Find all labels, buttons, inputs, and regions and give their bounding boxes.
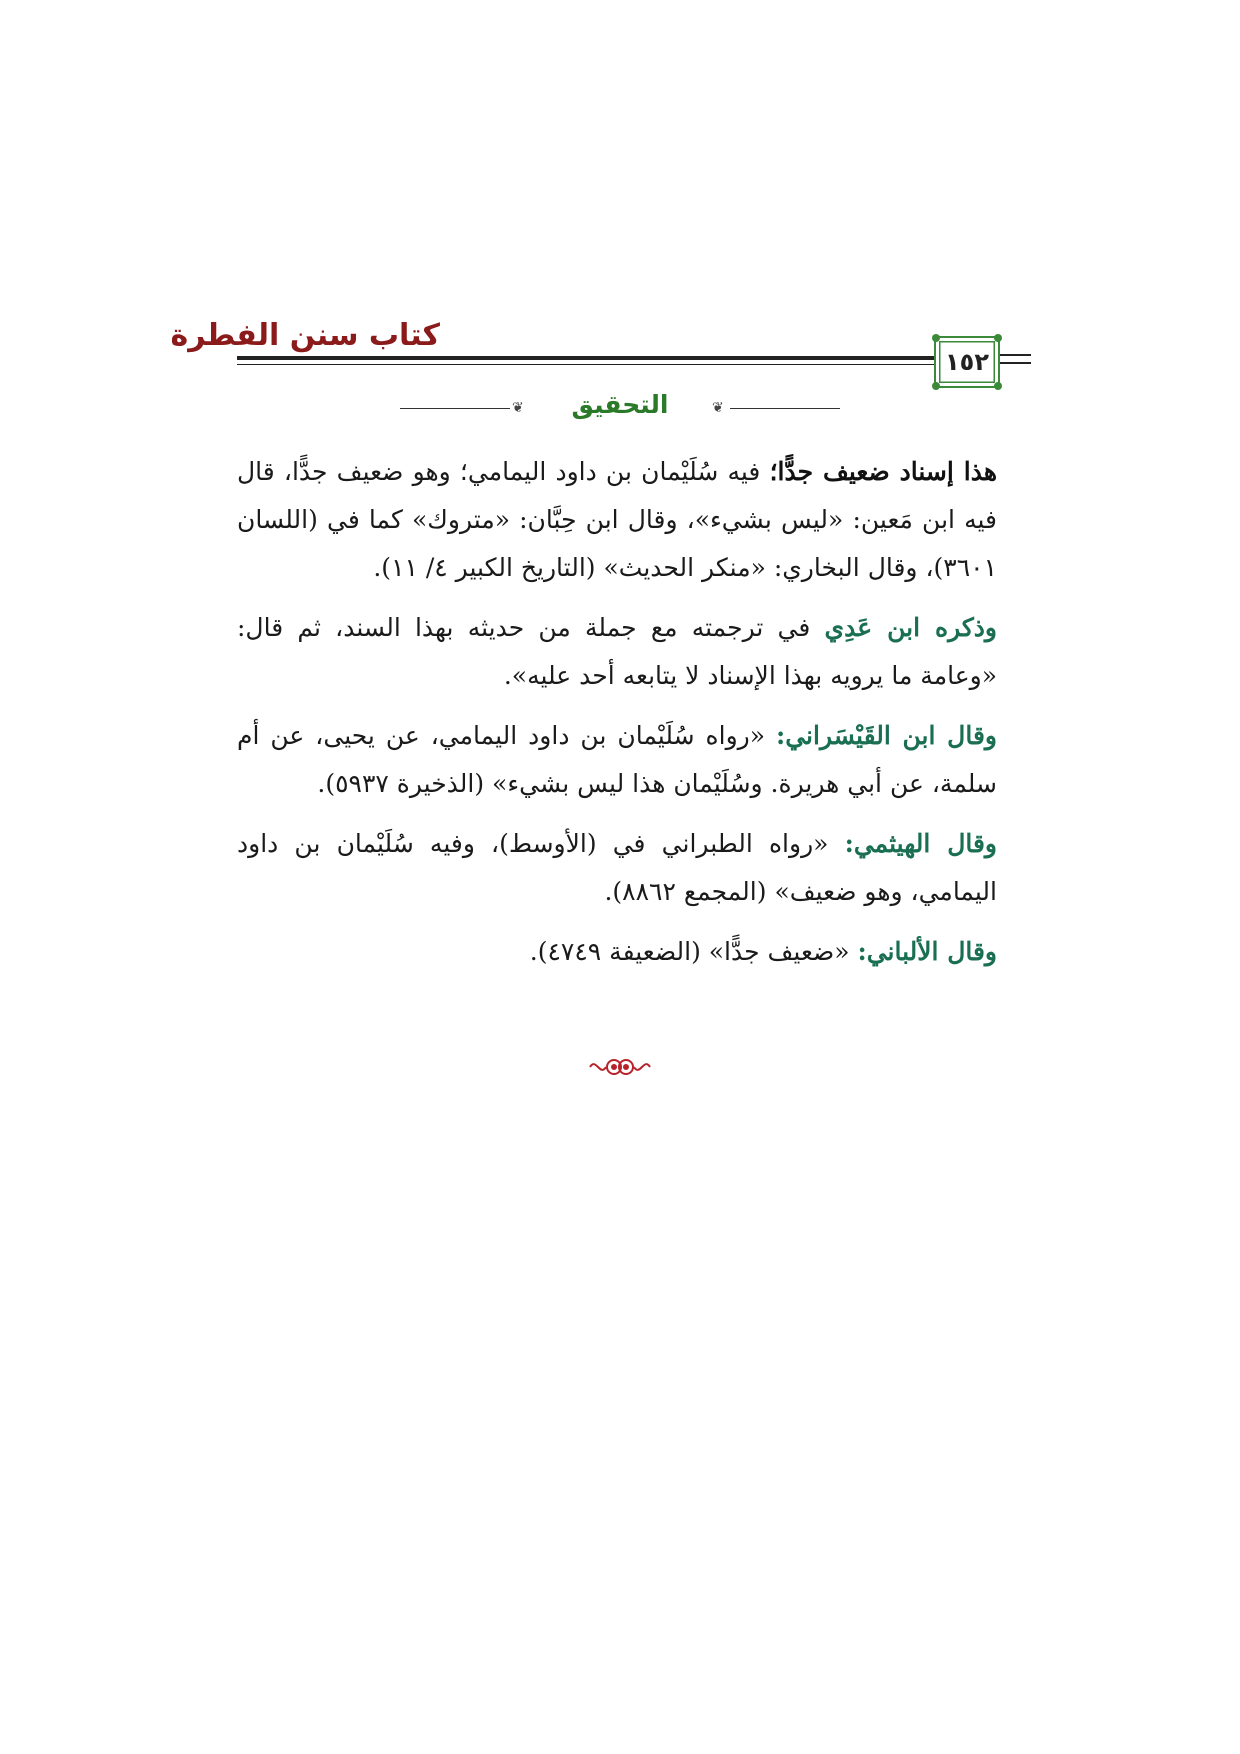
paragraph-lead: وذكره ابن عَدِي [824, 613, 997, 642]
paragraph [237, 604, 997, 700]
header-rule-thin [237, 364, 997, 365]
paragraph [237, 820, 997, 916]
paragraph-lead: هذا إسناد ضعيف جدًّا؛ [769, 457, 997, 486]
header-side-line-top [997, 354, 1031, 356]
knot-ornament-icon: ❦ [512, 400, 524, 416]
paragraph-text: «رواه سُلَيْمان بن داود اليمامي، عن يحيى، عن أم سلمة، عن أبي هريرة. وسُلَيْمان هذا ليس بشيء» (الذخيرة ٥٩٣٧). [237, 721, 997, 798]
paragraph-text: في ترجمته مع جملة من حديثه بهذا السند، ثم قال: «وعامة ما يرويه بهذا الإسناد لا يتابعه أحد عليه». [237, 613, 997, 690]
page-number-frame [934, 336, 1000, 388]
paragraph [237, 928, 997, 976]
section-heading [400, 390, 840, 424]
book-title: كتاب سنن الفطرة [170, 318, 440, 353]
section-title: التحقيق [571, 390, 669, 419]
end-ornament-icon [586, 1052, 654, 1082]
paragraph-lead: وقال ابن القَيْسَراني: [775, 721, 997, 750]
knot-ornament-icon: ❦ [712, 400, 724, 416]
paragraph-text: «ضعيف جدًّا» (الضعيفة ٤٧٤٩). [529, 937, 858, 966]
header-side-line-bottom [997, 362, 1031, 364]
paragraph-lead: وقال الألباني: [857, 937, 997, 966]
paragraph [237, 712, 997, 808]
page-number: ١٥٢ [945, 348, 989, 376]
paragraph-text: «رواه الطبراني في (الأوسط)، وفيه سُلَيْمان بن داود اليمامي، وهو ضعيف» (المجمع ٨٨٦٢). [237, 829, 997, 906]
body-text [237, 448, 997, 988]
paragraph-text: فيه سُلَيْمان بن داود اليمامي؛ وهو ضعيف جدًّا، قال فيه ابن مَعين: «ليس بشيء»، وقال ابن حِبَّان: «متروك» كما في (اللسان ٣٦٠١)، وقال البخاري: «منكر الحديث» (التاريخ الكبير ٤/ ١١). [237, 457, 997, 582]
header-rule-thick [237, 356, 997, 360]
paragraph [237, 448, 997, 592]
paragraph-lead: وقال الهيثمي: [844, 829, 997, 858]
